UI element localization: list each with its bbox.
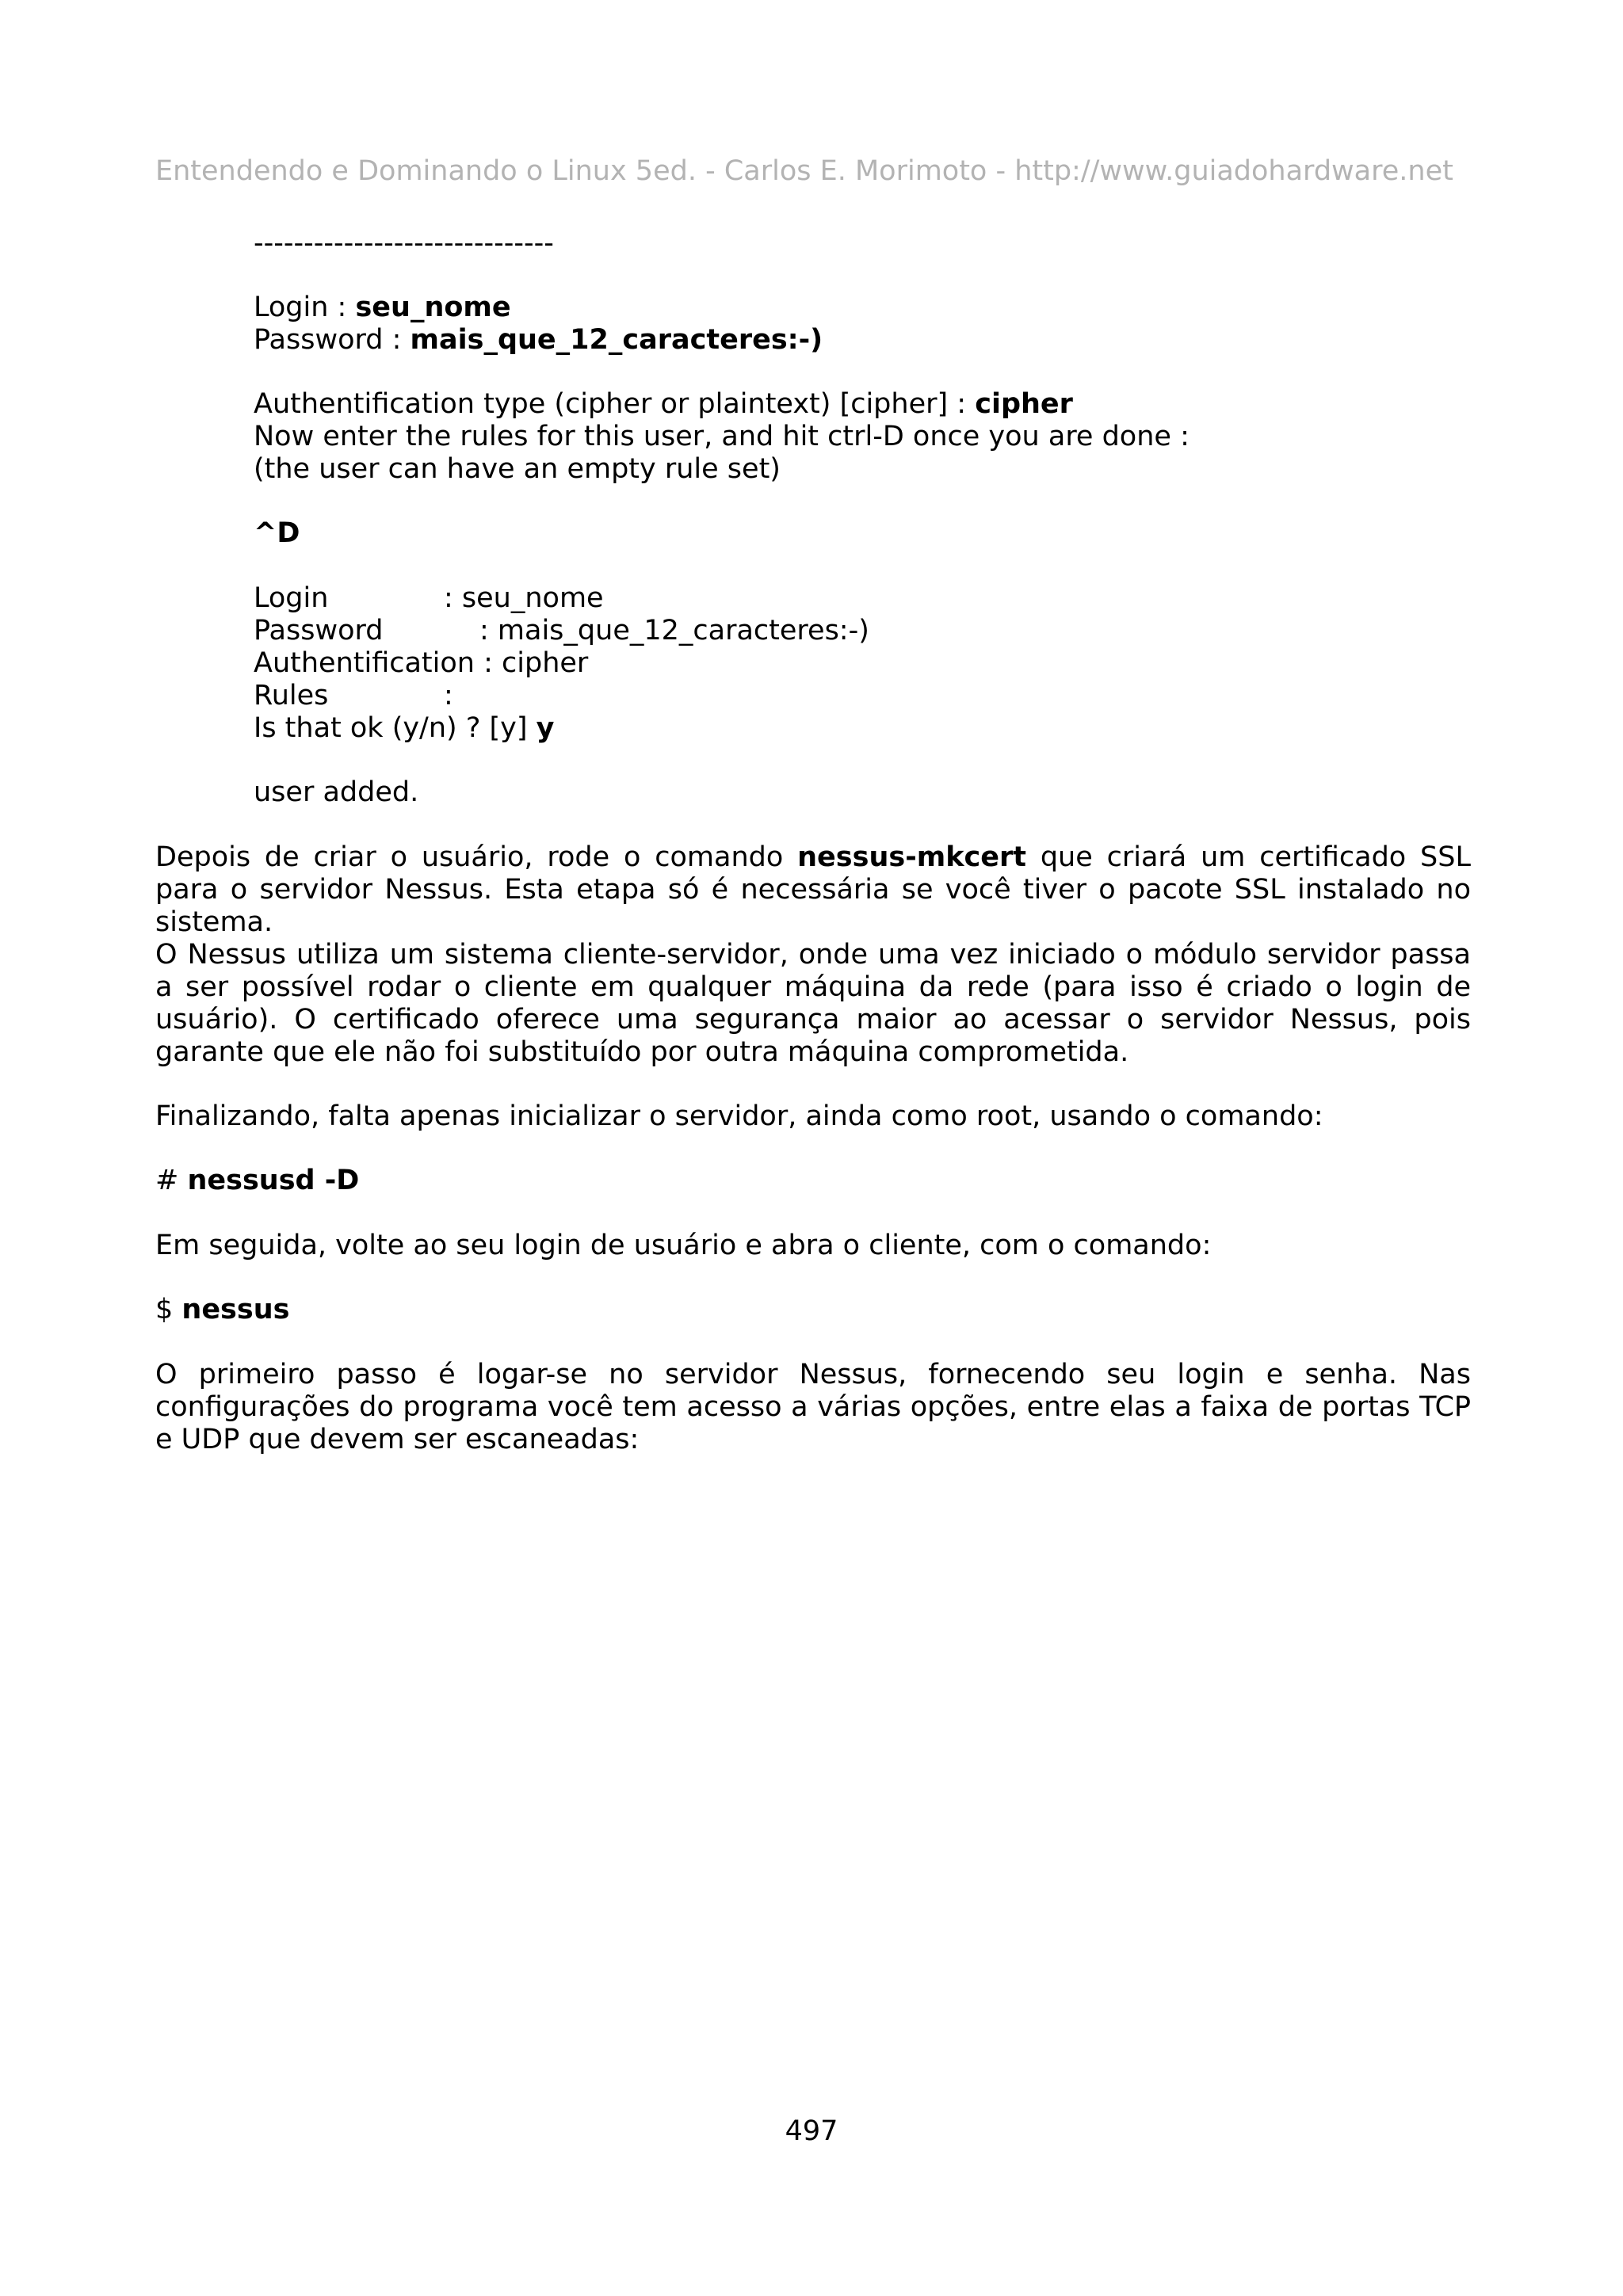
summary-password-line: Password : mais_que_12_caracteres:-) bbox=[254, 615, 869, 646]
rules-instruction-line: Now enter the rules for this user, and hit ctrl-D once you are done : bbox=[254, 421, 1190, 452]
paragraph-first-step: O primeiro passo é logar-se no servidor Nessus, fornecendo seu login e senha. Nas configurações do programa você tem acesso a várias opções, entre elas a faixa de portas TCP e UDP que devem ser escaneadas: bbox=[155, 1359, 1471, 1455]
terminal-summary-block bbox=[254, 582, 1442, 745]
separator-line: ------------------------------ bbox=[254, 227, 554, 259]
summary-auth-line: Authentification : cipher bbox=[254, 647, 589, 679]
terminal-output bbox=[254, 227, 1442, 260]
paragraph-open-client: Em seguida, volte ao seu login de usuário e abra o cliente, com o comando: bbox=[155, 1230, 1212, 1261]
summary-rules-line: Rules : bbox=[254, 680, 453, 711]
terminal-result bbox=[254, 776, 1442, 809]
running-header: Entendendo e Dominando o Linux 5ed. - Carlos E. Morimoto - http://www.guiadohardware.net bbox=[155, 155, 1453, 187]
user-added-line: user added. bbox=[254, 776, 419, 808]
password-line: Password : mais_que_12_caracteres:-) bbox=[254, 324, 823, 356]
command-nessusd: # nessusd -D bbox=[155, 1165, 360, 1196]
confirm-line: Is that ok (y/n) ? [y] y bbox=[254, 712, 555, 744]
terminal-login-block bbox=[254, 292, 1442, 357]
command-name: nessus-mkcert bbox=[797, 841, 1026, 873]
login-line: Login : seu_nome bbox=[254, 292, 511, 323]
terminal-ctrl-d bbox=[254, 517, 1442, 550]
auth-line: Authentification type (cipher or plaintext) [cipher] : cipher bbox=[254, 388, 1073, 420]
terminal-auth-block bbox=[254, 388, 1442, 486]
paragraph-mkcert: Depois de criar o usuário, rode o comando nessus-mkcert que criará um certificado SSL para o servidor Nessus. Esta etapa só é necessária se você tiver o pacote SSL instalado no sistema. bbox=[155, 841, 1471, 938]
paragraph-client-server: O Nessus utiliza um sistema cliente-servidor, onde uma vez iniciado o módulo servidor passa a ser possível rodar o cliente em qualquer máquina da rede (para isso é criado o login de usuário). O certificado oferece uma segurança maior ao acessar o servidor Nessus, pois garante que ele não foi substituído por outra máquina comprometida. bbox=[155, 939, 1471, 1068]
paragraph-start-server: Finalizando, falta apenas inicializar o servidor, ainda como root, usando o comando: bbox=[155, 1100, 1323, 1132]
ctrl-d-text: ^D bbox=[254, 517, 300, 549]
command-nessus: $ nessus bbox=[155, 1294, 290, 1325]
rules-note-line: (the user can have an empty rule set) bbox=[254, 453, 781, 485]
page-number: 497 bbox=[785, 2115, 838, 2147]
summary-login-line: Login : seu_nome bbox=[254, 582, 604, 614]
